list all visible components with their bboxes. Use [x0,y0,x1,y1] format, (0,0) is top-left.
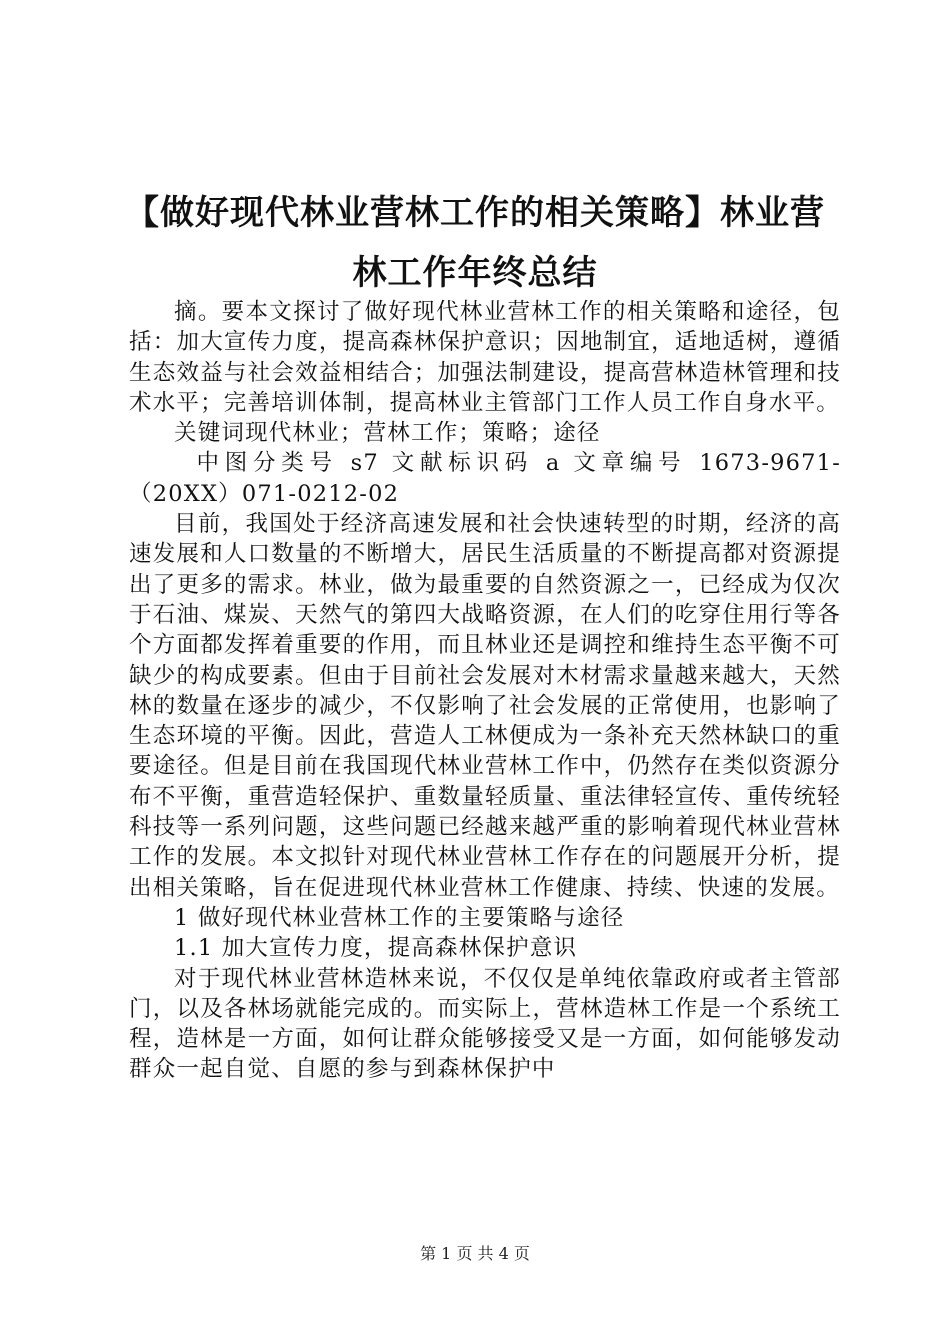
document-title: 【做好现代林业营林工作的相关策略】林业营林工作年终总结 [125,193,825,293]
section-heading: 1 做好现代林业营林工作的主要策略与途径 [174,904,625,931]
page-footer: 第 1 页 共 4 页 [420,1244,530,1263]
body-paragraph: 对于现代林业营林造林来说，不仅仅是单纯依靠政府或者主管部门，以及各林场就能完成的。而实际上，营林造林工作是一个系统工程，造林是一方面，如何让群众能够接受又是一方面，如何能够发动群众一起自觉、自愿的参与到森林保护中 [129,965,841,1083]
keywords-paragraph: 关键词现代林业；营林工作；策略；途径 [174,420,601,447]
intro-paragraph: 目前，我国处于经济高速发展和社会快速转型的时期，经济的高速发展和人口数量的不断增大，居民生活质量的不断提高都对资源提出了更多的需求。林业，做为最重要的自然资源之一，已经成为仅次于石油、煤炭、天然气的第四大战略资源，在人们的吃穿住用行等各个方面都发挥着重要的作用，而且林业还是调控和维持生态平衡不可缺少的构成要素。但由于目前社会发展对木材需求量越来越大，天然林的数量在逐步的减少，不仅影响了社会发展的正常使用，也影响了生态环境的平衡。因此，营造人工林便成为一条补充天然林缺口的重要途径。但是目前在我国现代林业营林工作中，仍然存在类似资源分布不平衡，重营造轻保护、重数量轻质量、重法律轻宣传、重传统轻科技等一系列问题，这些问题已经越来越严重的影响着现代林业营林工作的发展。本文拟针对现代林业营林工作存在的问题展开分析，提出相关策略，旨在促进现代林业营林工作健康、持续、快速的发展。 [129,511,841,901]
classification-paragraph: 中图分类号 s7 文献标识码 a 文章编号 1673-9671-（20XX）071-0212-02 [129,450,841,507]
abstract-paragraph: 摘。要本文探讨了做好现代林业营林工作的相关策略和途径，包括：加大宣传力度，提高森林保护意识；因地制宜，适地适树，遵循生态效益与社会效益相结合；加强法制建设，提高营林造林管理和技术水平；完善培训体制，提高林业主管部门工作人员工作自身水平。 [129,299,841,416]
document-body [129,297,841,1085]
subsection-heading: 1.1 加大宣传力度，提高森林保护意识 [174,935,578,962]
